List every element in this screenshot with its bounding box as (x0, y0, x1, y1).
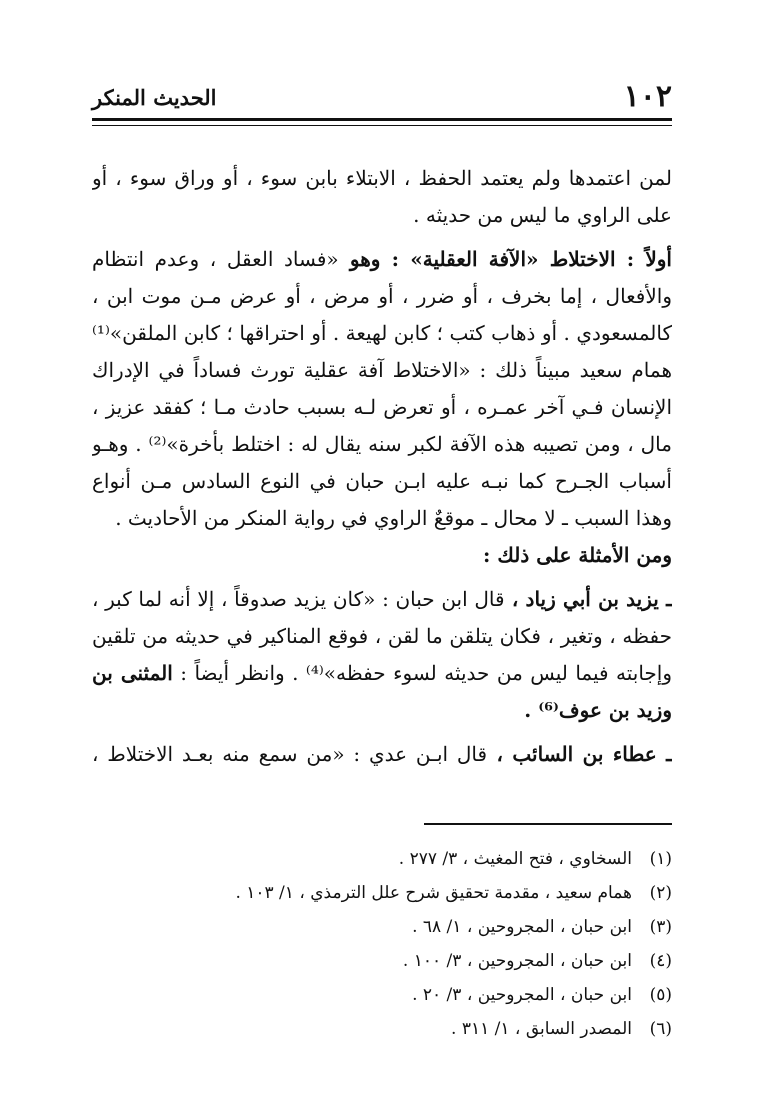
header-rule-thin (92, 125, 672, 126)
narrator-name: ـ عطاء بن السائب ، (487, 742, 672, 766)
paragraph-line: كالمسعودي . أو ذهاب كتب ؛ كابن لهيعة . أو احتراقها ؛ كابن الملقن»⁽¹⁾ (92, 321, 672, 345)
paragraph-line: على الراوي ما ليس من حديثه . (413, 203, 672, 227)
narrator-name: ـ يزيد بن أبي زياد ، (504, 587, 672, 611)
footnote-separator (424, 823, 672, 825)
footnote: (٦)المصدر السابق ، ١/ ٣١١ . (451, 1019, 672, 1039)
page-header (92, 78, 672, 118)
paragraph-line: مال ، ومن تصيبه هذه الآفة لكبر سنه يقال له : اختلط بأخرة»⁽²⁾ . وهـو (92, 432, 672, 456)
example-line (92, 692, 672, 729)
paragraph-line: أولاً : الاختلاط «الآفة العقلية» : وهو «فساد العقل ، وعدم انتظام (92, 247, 672, 271)
paragraph-line: وهذا السبب ـ لا محال ـ موقعٌ الراوي في رواية المنكر من الأحاديث . (115, 506, 672, 530)
example-line: ـ عطاء بن السائب ، قال ابـن عدي : «من سمع منه بعـد الاختلاط ، (92, 742, 672, 766)
footnote: (٢)همام سعيد ، مقدمة تحقيق شرح علل الترمذي ، ١/ ١٠٣ . (235, 883, 672, 903)
example-line: حفظه ، وتغير ، فكان يتلقن ما لقن ، فوقع المناكير في حديثه من تلقين (92, 624, 672, 648)
footnote: (١)السخاوي ، فتح المغيث ، ٣/ ٢٧٧ . (398, 849, 672, 869)
page-number: ١٠٢ (623, 79, 672, 114)
example-line: وإجابته فيما ليس من حديثه لسوء حفظه»⁽⁴⁾ . وانظر أيضاً : المثنى بن (92, 655, 672, 692)
paragraph-line: أسباب الجـرح كما نبـه عليه ابـن حبان في النوع السادس مـن أنواع (92, 469, 672, 493)
footnotes (160, 842, 672, 1046)
footnote: (٤)ابن حبان ، المجروحين ، ٣/ ١٠٠ . (402, 951, 672, 971)
footnote: (٣)ابن حبان ، المجروحين ، ١/ ٦٨ . (412, 917, 672, 937)
paragraph-line: الإنسان فـي آخر عمـره ، أو تعرض لـه بسبب حادث مـا ؛ كفقد عزيز ، (92, 395, 672, 419)
running-title: الحديث المنكر (92, 85, 217, 110)
header-rule-thick (92, 118, 672, 121)
example-line: ـ يزيد بن أبي زياد ، قال ابن حبان : «كان يزيد صدوقاً ، إلا أنه لما كبر ، (92, 587, 672, 611)
narrator-name: وزيد بن عوف⁽⁶⁾ . (524, 698, 672, 722)
paragraph-line: همام سعيد مبيناً ذلك : «الاختلاط آفة عقلية تورث فساداً في الإدراك (92, 358, 672, 382)
narrator-name: المثنى بن (92, 661, 173, 685)
footnote: (٥)ابن حبان ، المجروحين ، ٣/ ٢٠ . (412, 985, 672, 1005)
section-heading: أولاً : الاختلاط «الآفة العقلية» : وهو (338, 247, 672, 271)
paragraph-line: والأفعال ، إما بخرف ، أو ضرر ، أو مرض ، أو عرض مـن موت ابن ، (92, 284, 672, 308)
examples-heading: ومن الأمثلة على ذلك : (483, 543, 672, 567)
body-text (92, 160, 672, 773)
paragraph-line: لمن اعتمدها ولم يعتمد الحفظ ، الابتلاء بابن سوء ، أو وراق سوء ، أو (92, 166, 672, 190)
